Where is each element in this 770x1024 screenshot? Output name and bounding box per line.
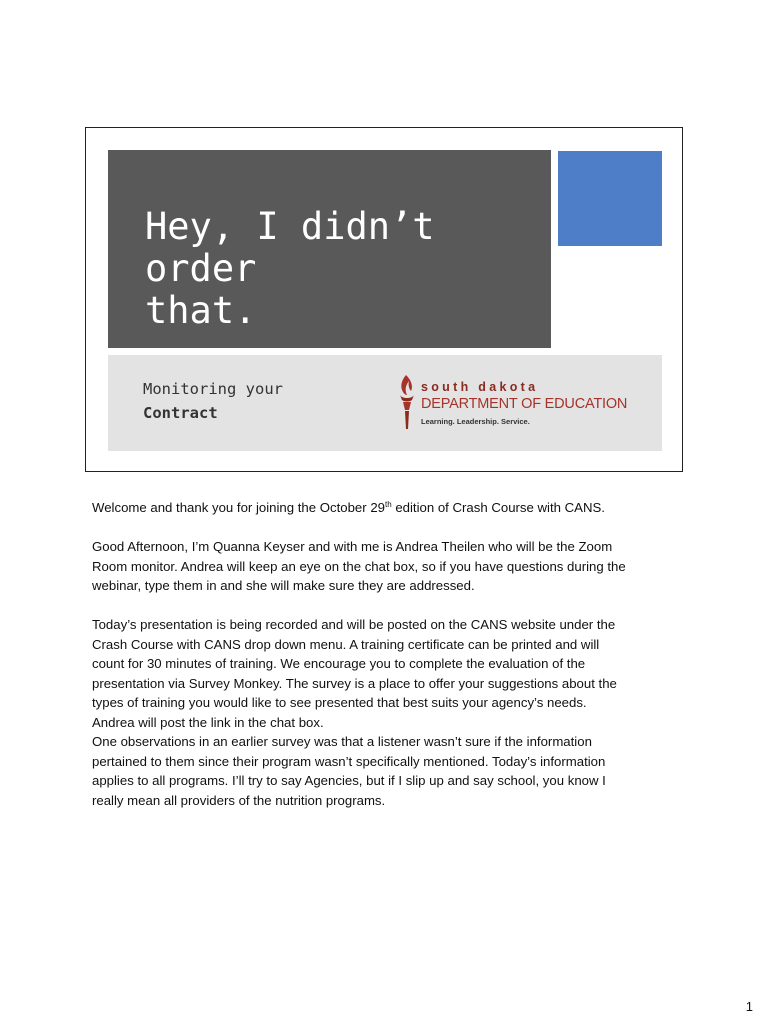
notes-paragraph3 (92, 615, 692, 810)
sd-doe-logo (397, 373, 647, 433)
torch-icon (397, 373, 417, 431)
notes-line: really mean all providers of the nutrition programs. (92, 792, 386, 808)
page-number: 1 (745, 999, 753, 1014)
notes-line: Room monitor. Andrea will keep an eye on the chat box, so if you have questions during the (92, 558, 626, 574)
welcome-text-end: edition of Crash Course with CANS. (391, 500, 605, 515)
notes-line: Good Afternoon, I’m Quanna Keyser and with me is Andrea Theilen who will be the Zoom (92, 539, 613, 554)
welcome-superscript: th (384, 500, 392, 509)
notes-line: webinar, type them in and she will make sure they are addressed. (92, 578, 475, 593)
notes-line: Andrea will post the link in the chat box. (92, 714, 324, 730)
notes-welcome (92, 498, 692, 518)
logo-line3: Learning. Leadership. Service. (421, 417, 530, 426)
notes-line: One observations in an earlier survey was that a listener wasn’t sure if the information (92, 734, 592, 749)
title-panel (108, 150, 551, 348)
subtitle-line1: Monitoring your (143, 380, 283, 398)
slide-title-line1: Hey, I didn’t order (145, 205, 435, 290)
logo-line1: south dakota (421, 380, 539, 394)
slide-title (145, 206, 545, 332)
notes-line: Crash Course with CANS drop down menu. A training certificate can be printed and will (92, 636, 600, 652)
notes-line: presentation via Survey Monkey. The survey is a place to offer your suggestions about the (92, 675, 617, 691)
subtitle-panel (108, 355, 662, 451)
slide-title-line2: that. (145, 289, 257, 332)
notes-line: applies to all programs. I’ll try to say Agencies, but if I slip up and say school, you know I (92, 773, 606, 788)
notes-line: types of training you would like to see presented that best suits your agency’s needs. (92, 695, 587, 710)
notes-line: Today’s presentation is being recorded and will be posted on the CANS website under the (92, 617, 616, 632)
notes-line: pertained to them since their program wasn’t specifically mentioned. Today’s information (92, 753, 606, 769)
slide-thumbnail (85, 127, 683, 472)
logo-line2: DEPARTMENT OF EDUCATION (421, 396, 628, 412)
notes-paragraph2 (92, 537, 692, 596)
welcome-text: Welcome and thank you for joining the October 29 (92, 500, 385, 515)
notes-line: count for 30 minutes of training. We encourage you to complete the evaluation of the (92, 656, 586, 671)
accent-square (558, 151, 662, 246)
subtitle-line2: Contract (143, 404, 218, 422)
speaker-notes (92, 498, 692, 810)
